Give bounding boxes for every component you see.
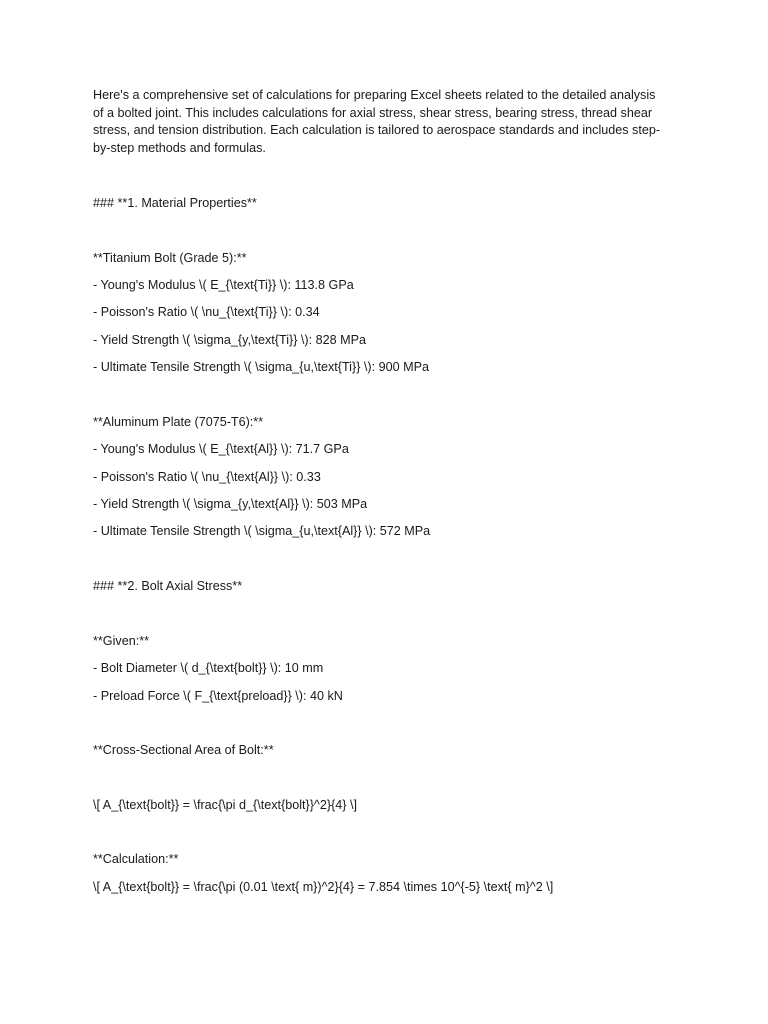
aluminum-plate-heading: **Aluminum Plate (7075-T6):** — [93, 415, 264, 429]
titanium-bolt-heading: **Titanium Bolt (Grade 5):** — [93, 251, 247, 265]
list-item: - Poisson's Ratio \( \nu_{\text{Al}} \): 0.33 — [93, 470, 321, 484]
list-item: - Yield Strength \( \sigma_{y,\text{Al}} \): 503 MPa — [93, 497, 368, 511]
list-item: - Poisson's Ratio \( \nu_{\text{Ti}} \): 0.34 — [93, 305, 320, 319]
section-heading-material-properties: ### **1. Material Properties** — [93, 196, 257, 210]
intro-line: Here's a comprehensive set of calculations for preparing Excel sheets related to the detailed analysis — [93, 88, 656, 102]
given-heading: **Given:** — [93, 634, 150, 648]
section-heading-bolt-axial-stress: ### **2. Bolt Axial Stress** — [93, 579, 243, 593]
intro-paragraph — [93, 87, 685, 157]
area-formula: \[ A_{\text{bolt}} = \frac{\pi d_{\text{bolt}}^2}{4} \] — [93, 798, 357, 812]
list-item: - Yield Strength \( \sigma_{y,\text{Ti}} \): 828 MPa — [93, 333, 366, 347]
list-item: - Young's Modulus \( E_{\text{Ti}} \): 113.8 GPa — [93, 278, 354, 292]
list-item: - Young's Modulus \( E_{\text{Al}} \): 71.7 GPa — [93, 442, 349, 456]
cross-sectional-area-heading: **Cross-Sectional Area of Bolt:** — [93, 743, 274, 757]
list-item: - Ultimate Tensile Strength \( \sigma_{u,\text{Ti}} \): 900 MPa — [93, 360, 429, 374]
intro-line: stress, and tension distribution. Each calculation is tailored to aerospace standards and includes step- — [93, 123, 661, 138]
calculation-heading: **Calculation:** — [93, 852, 179, 866]
intro-line: of a bolted joint. This includes calculations for axial stress, shear stress, bearing stress, thread shear — [93, 105, 653, 120]
calculation-formula: \[ A_{\text{bolt}} = \frac{\pi (0.01 \text{ m})^2}{4} = 7.854 \times 10^{-5} \text{ m}^2 \] — [93, 880, 554, 894]
list-item: - Ultimate Tensile Strength \( \sigma_{u,\text{Al}} \): 572 MPa — [93, 524, 431, 538]
intro-line: by-step methods and formulas. — [93, 140, 266, 155]
list-item: - Bolt Diameter \( d_{\text{bolt}} \): 10 mm — [93, 661, 324, 675]
list-item: - Preload Force \( F_{\text{preload}} \): 40 kN — [93, 689, 343, 703]
